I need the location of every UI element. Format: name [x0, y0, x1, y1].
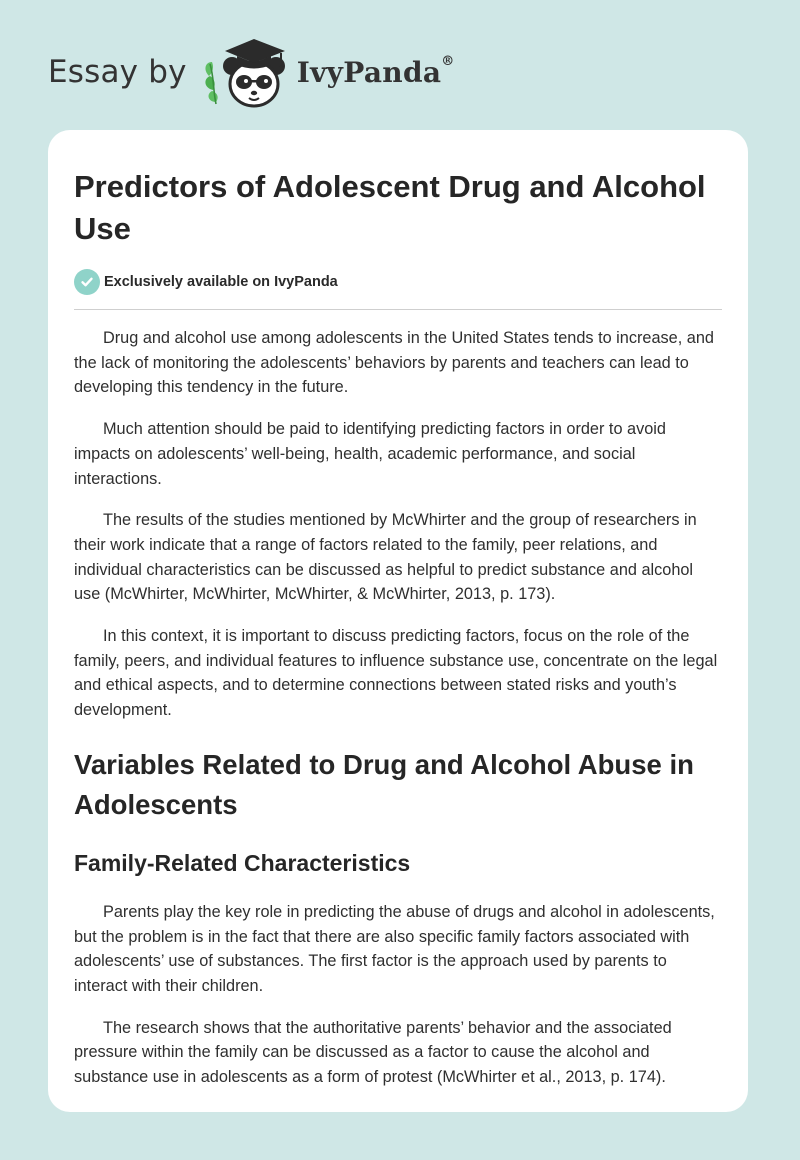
body-paragraph: The results of the studies mentioned by McWhirter and the group of researchers in their work indicate that a range of factors related to the family, peer relations, and individual characteristics can be discussed as helpful to predict substance and alcohol use (McWhirter, McWhirter, McWhirter, & McWhirter, 2013, p. 173). [74, 511, 697, 604]
article-title: Predictors of Adolescent Drug and Alcohol Use [74, 169, 706, 246]
exclusive-badge [74, 268, 722, 296]
brand-label: IvyPanda [296, 55, 442, 89]
essay-by-label: Essay by [48, 54, 187, 90]
body-paragraph: The research shows that the authoritative parents’ behavior and the associated pressure within the family can be discussed as a factor to cause the alcohol and substance use in adolescents as a form of protest (McWhirter et al., 2013, p. 174). [74, 1018, 672, 1087]
panda-graduate-logo-icon[interactable] [201, 32, 293, 112]
article-body [74, 326, 722, 1090]
exclusive-label: Exclusively available on IvyPanda [104, 274, 338, 290]
brand-name[interactable] [296, 53, 455, 89]
title-divider [74, 309, 722, 310]
article-card [48, 130, 748, 1112]
subsection-heading: Family-Related Characteristics [74, 849, 411, 876]
body-paragraph: Much attention should be paid to identifying predicting factors in order to avoid impacts on adolescents’ well-being, health, academic performance, and social interactions. [74, 420, 666, 488]
body-paragraph: Parents play the key role in predicting the abuse of drugs and alcohol in adolescents, but the problem is in the fact that there are also specific family factors associated with adolescents’ use of substances. The first factor is the approach used by parents to interact with their children. [74, 902, 715, 995]
check-circle-icon [74, 269, 100, 295]
site-header [48, 32, 455, 112]
ivy-leaf-icon [205, 62, 217, 104]
registered-mark: ® [441, 53, 455, 69]
body-paragraph: Drug and alcohol use among adolescents in the United States tends to increase, and the lack of monitoring the adolescents’ behaviors by parents and teachers can lead to developing this tendency in the future. [74, 329, 714, 397]
body-paragraph: In this context, it is important to discuss predicting factors, focus on the role of the family, peers, and individual features to influence substance use, concentrate on the legal and ethical aspects, and to determine connections between stated risks and youth’s development. [74, 627, 718, 720]
section-heading: Variables Related to Drug and Alcohol Abuse in Adolescents [74, 748, 694, 820]
